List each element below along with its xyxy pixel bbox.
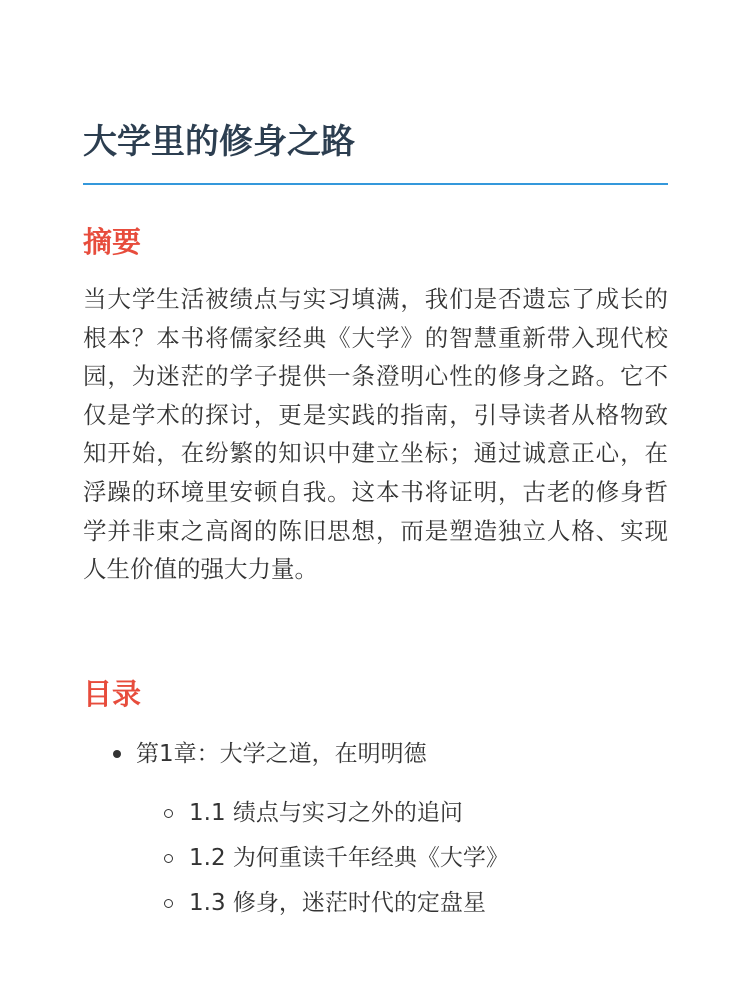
toc-section-item [83,791,668,836]
toc-sublist [83,791,668,926]
circle-bullet-icon [164,809,173,818]
toc-section-label: 1.3 修身，迷茫时代的定盘星 [189,890,486,916]
circle-bullet-icon [164,899,173,908]
disc-bullet-icon [113,750,121,758]
toc-chapter-item [83,735,668,773]
toc-section-item [83,881,668,926]
toc-list [83,735,668,773]
toc-heading: 目录 [83,677,142,711]
abstract-paragraph: 当大学生活被绩点与实习填满，我们是否遗忘了成长的根本？本书将儒家经典《大学》的智慧重新带入现代校园，为迷茫的学子提供一条澄明心性的修身之路。它不仅是学术的探讨，更是实践的指南，引导读者从格物致知开始，在纷繁的知识中建立坐标；通过诚意正心，在浮躁的环境里安顿自我。这本书将证明，古老的修身哲学并非束之高阁的陈旧思想，而是塑造独立人格、实现人生价值的强大力量。 [83,285,668,584]
toc-chapter-label: 第1章：大学之道，在明明德 [136,741,427,767]
circle-bullet-icon [164,854,173,863]
abstract-heading: 摘要 [83,225,142,259]
toc-section-item [83,836,668,881]
toc-section-label: 1.1 绩点与实习之外的追问 [189,800,463,826]
title-divider [83,183,668,185]
document-title: 大学里的修身之路 [83,122,355,162]
toc-section-label: 1.2 为何重读千年经典《大学》 [189,845,509,871]
